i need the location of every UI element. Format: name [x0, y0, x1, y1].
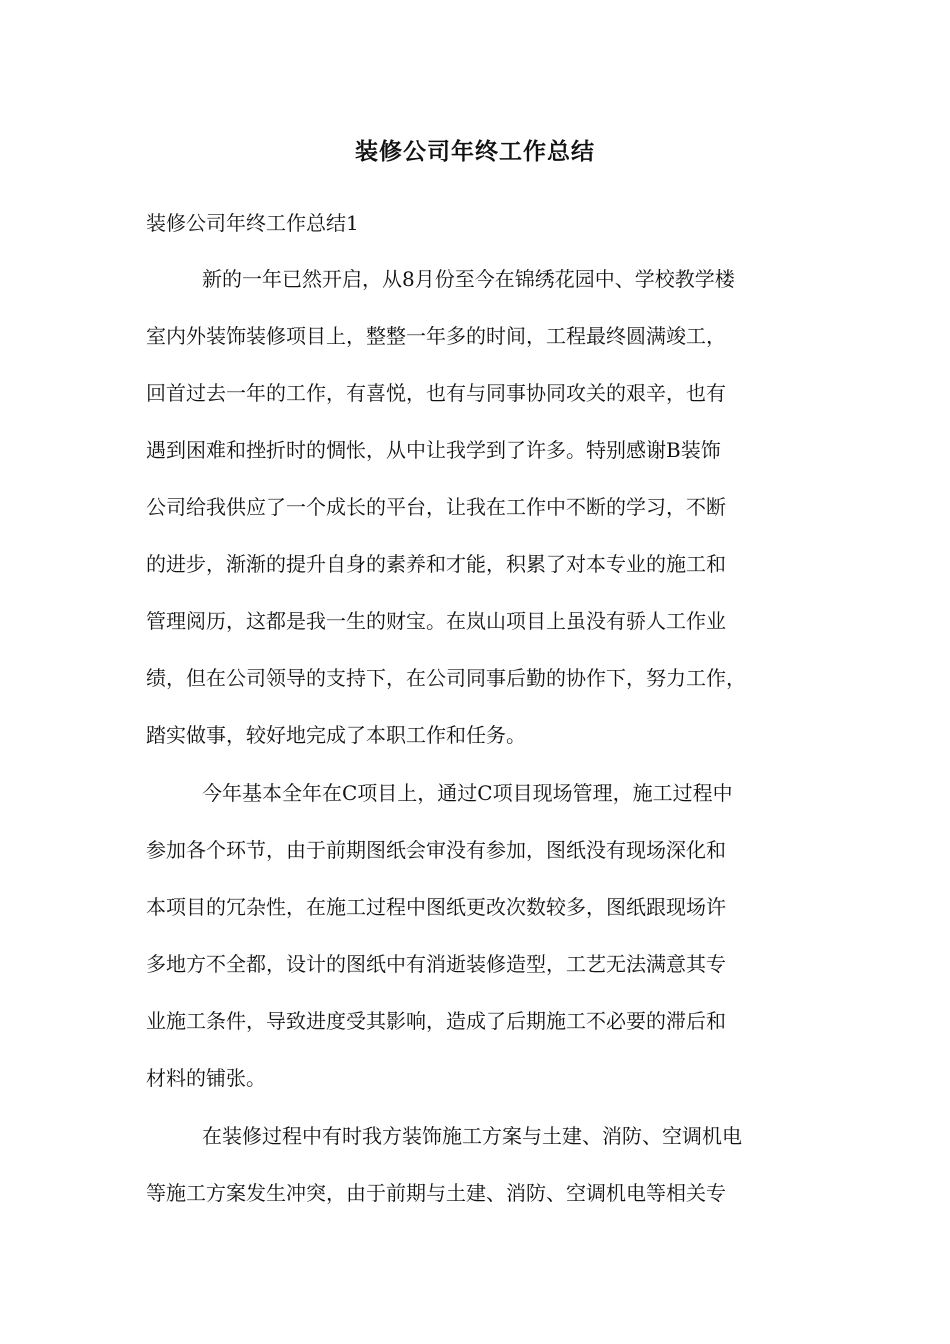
- paragraph-2-line-3: 本项目的冗杂性，在施工过程中图纸更改次数较多，图纸跟现场许: [146, 895, 726, 919]
- paragraph-3-line-2: 等施工方案发生冲突，由于前期与土建、消防、空调机电等相关专: [146, 1181, 726, 1205]
- paragraph-1-line-3: 回首过去一年的工作，有喜悦，也有与同事协同攻关的艰辛，也有: [146, 381, 726, 405]
- paragraph-1-line-7: 管理阅历，这都是我一生的财宝。在岚山项目上虽没有骄人工作业: [146, 609, 726, 633]
- paragraph-2-line-4: 多地方不全都，设计的图纸中有消逝装修造型，工艺无法满意其专: [146, 952, 726, 976]
- paragraph-2-line-6: 材料的铺张。: [146, 1066, 266, 1090]
- paragraph-1-line-4: 遇到困难和挫折时的惆怅，从中让我学到了许多。特别感谢B装饰: [146, 438, 721, 462]
- document-subtitle: 装修公司年终工作总结1: [146, 211, 359, 235]
- paragraph-1-line-1: 新的一年已然开启，从8月份至今在锦绣花园中、学校教学楼: [202, 267, 735, 291]
- paragraph-1-line-6: 的进步，渐渐的提升自身的素养和才能，积累了对本专业的施工和: [146, 552, 726, 576]
- paragraph-2-line-5: 业施工条件，导致进度受其影响，造成了后期施工不必要的滞后和: [146, 1009, 726, 1033]
- paragraph-1-line-5: 公司给我供应了一个成长的平台，让我在工作中不断的学习，不断: [146, 495, 726, 519]
- paragraph-2-line-2: 参加各个环节，由于前期图纸会审没有参加，图纸没有现场深化和: [146, 838, 726, 862]
- paragraph-3-line-1: 在装修过程中有时我方装饰施工方案与土建、消防、空调机电: [202, 1124, 742, 1148]
- paragraph-1-line-8: 绩，但在公司领导的支持下，在公司同事后勤的协作下，努力工作，: [146, 666, 746, 690]
- paragraph-1-line-9: 踏实做事，较好地完成了本职工作和任务。: [146, 723, 526, 747]
- paragraph-2-line-1: 今年基本全年在C项目上，通过C项目现场管理，施工过程中: [202, 781, 733, 805]
- document-title: 装修公司年终工作总结: [355, 139, 595, 165]
- paragraph-1-line-2: 室内外装饰装修项目上，整整一年多的时间，工程最终圆满竣工，: [146, 324, 726, 348]
